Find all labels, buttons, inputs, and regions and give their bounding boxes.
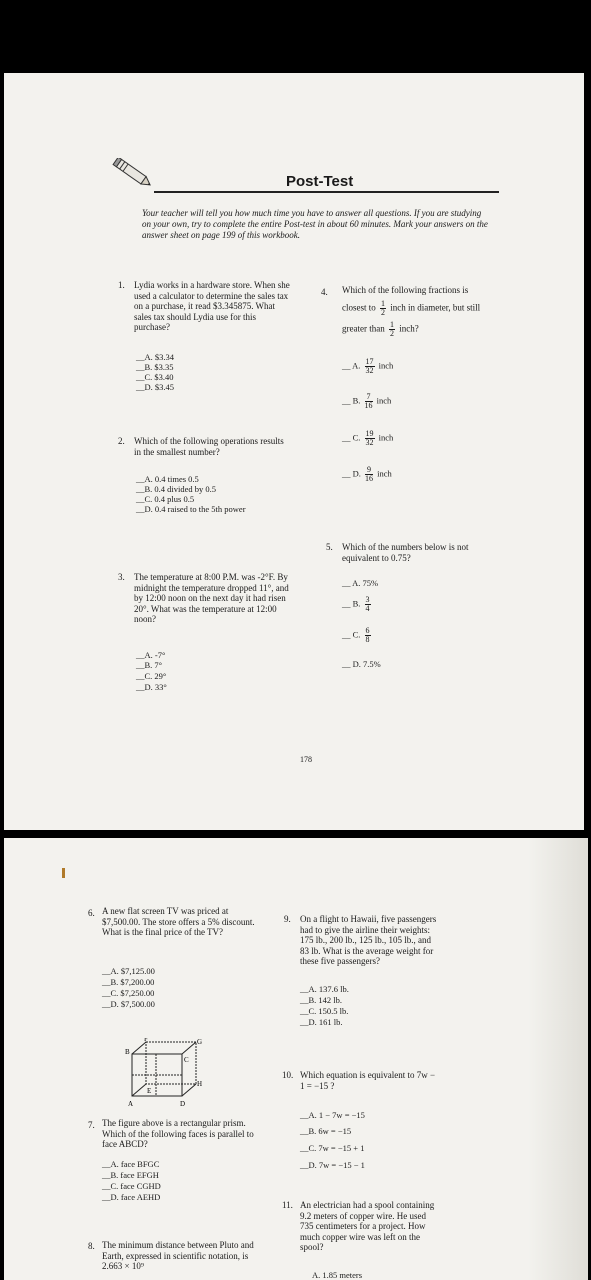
- question-6-option-c[interactable]: __C. $7,250.00: [102, 988, 155, 998]
- question-7-option-d[interactable]: __D. face AEHD: [102, 1192, 161, 1202]
- question-4-option-d[interactable]: __ D. $\frac{9}{16}$ inch: [342, 465, 392, 483]
- question-10-number: 10.: [282, 1070, 294, 1080]
- question-3-option-d[interactable]: __D. 33°: [136, 682, 167, 692]
- question-1-stem: Lydia works in a hardware store. When she used a calculator to determine the sales tax on a purchase, it read $3.345875. What sales tax should Lydia use for this purchase?: [134, 280, 290, 332]
- question-3-option-b[interactable]: __B. 7°: [136, 660, 163, 670]
- corner-mark: [62, 868, 65, 878]
- question-9-option-a[interactable]: __A. 137.6 lb.: [300, 984, 349, 994]
- question-6-number: 6.: [88, 908, 95, 918]
- question-3-stem: The temperature at 8:00 P.M. was -2°F. By midnight the temperature dropped 11°, and by 12:00 noon on the next day it had risen 20°. What was the temperature at 12:00 noon?: [134, 572, 289, 624]
- vertex-label-b: B: [125, 1048, 130, 1056]
- question-3-option-c[interactable]: __C. 29°: [136, 671, 167, 681]
- vertex-label-c: C: [184, 1056, 189, 1064]
- question-10-option-a[interactable]: __A. 1 − 7w = −15: [300, 1110, 365, 1120]
- vertex-label-h: H: [197, 1080, 203, 1088]
- question-5-option-c[interactable]: __ C. $\frac{6}{8}$: [342, 626, 370, 644]
- question-5-option-d[interactable]: __ D. 7.5%: [342, 659, 381, 669]
- question-5-option-b[interactable]: __ B. $\frac{3}{4}$: [342, 595, 370, 613]
- question-1-option-b[interactable]: __B. $3.35: [136, 362, 174, 372]
- page-edge-shadow: [528, 838, 588, 1280]
- question-1-option-c[interactable]: __C. $3.40: [136, 372, 174, 382]
- question-9-option-c[interactable]: __C. 150.5 lb.: [300, 1006, 349, 1016]
- question-6-option-a[interactable]: __A. $7,125.00: [102, 966, 155, 976]
- question-1-option-a[interactable]: __A. $3.34: [136, 352, 175, 362]
- question-10-option-c[interactable]: __C. 7w = −15 + 1: [300, 1143, 365, 1153]
- worksheet-page-1: [4, 73, 584, 830]
- question-7-stem: The figure above is a rectangular prism. Which of the following faces is parallel to face ABCD?: [102, 1118, 254, 1149]
- question-3-option-a[interactable]: __A. -7°: [136, 650, 166, 660]
- vertex-label-d: D: [180, 1100, 186, 1108]
- question-11-stem: An electrician had a spool containing 9.2 meters of copper wire. He used 735 centimeters for a project. How much copper wire was left on the spool?: [300, 1200, 435, 1252]
- question-4-option-a[interactable]: __ A. $\frac{17}{32}$ inch: [342, 357, 394, 375]
- fraction-one-half: $\frac{1}{2}$: [381, 298, 385, 317]
- question-7-option-b[interactable]: __B. face EFGH: [102, 1170, 159, 1180]
- question-9-option-b[interactable]: __B. 142 lb.: [300, 995, 343, 1005]
- question-7-option-c[interactable]: __C. face CGHD: [102, 1181, 161, 1191]
- question-8-stem: The minimum distance between Pluto and Earth, expressed in scientific notation, is 2.663 × 10⁹: [102, 1240, 254, 1271]
- question-6-option-d[interactable]: __D. $7,500.00: [102, 999, 155, 1009]
- question-11-number: 11.: [282, 1200, 293, 1210]
- question-8-number: 8.: [88, 1241, 95, 1251]
- question-2-number: 2.: [118, 436, 125, 446]
- vertex-label-f: F: [144, 1038, 148, 1043]
- question-5-stem: Which of the numbers below is not equivalent to 0.75?: [342, 542, 469, 563]
- question-7-option-a[interactable]: __A. face BFGC: [102, 1159, 160, 1169]
- vertex-label-a: A: [128, 1100, 134, 1108]
- title-rule: [154, 191, 499, 193]
- worksheet-page-2: [4, 838, 588, 1280]
- question-11-option-a[interactable]: A. 1.85 meters: [312, 1270, 363, 1280]
- pencil-icon: [112, 158, 156, 188]
- question-10-option-b[interactable]: __B. 6w = −15: [300, 1126, 352, 1136]
- question-3-number: 3.: [118, 572, 125, 582]
- vertex-label-g: G: [197, 1038, 203, 1046]
- question-2-stem: Which of the following operations results in the smallest number?: [134, 436, 284, 457]
- question-10-option-d[interactable]: __D. 7w = −15 − 1: [300, 1160, 365, 1170]
- question-5-option-a[interactable]: __ A. 75%: [342, 578, 379, 588]
- question-6-stem: A new flat screen TV was priced at $7,500.00. The store offers a 5% discount. What is the final price of the TV?: [102, 906, 255, 937]
- question-5-number: 5.: [326, 542, 333, 552]
- question-4-stem: Which of the following fractions is closest to $\frac{1}{2}$ inch in diameter, but still greater than $\frac{1}{2}$ inch?: [342, 285, 481, 338]
- question-2-option-b[interactable]: __B. 0.4 divided by 0.5: [136, 484, 217, 494]
- question-2-option-c[interactable]: __C. 0.4 plus 0.5: [136, 494, 195, 504]
- question-1-option-d[interactable]: __D. $3.45: [136, 382, 175, 392]
- vertex-label-e: E: [147, 1087, 152, 1095]
- page-number: 178: [300, 755, 312, 764]
- question-4-option-c[interactable]: __ C. $\frac{19}{32}$ inch: [342, 429, 394, 447]
- question-1-number: 1.: [118, 280, 125, 290]
- question-9-option-d[interactable]: __D. 161 lb.: [300, 1017, 343, 1027]
- question-7-number: 7.: [88, 1120, 95, 1130]
- fraction-one-half: $\frac{1}{2}$: [389, 319, 394, 338]
- question-10-stem: Which equation is equivalent to 7w − 1 = −15 ?: [300, 1070, 436, 1091]
- page-title: Post-Test: [286, 173, 354, 190]
- question-4-option-b[interactable]: __ B. $\frac{7}{16}$ inch: [342, 392, 392, 410]
- question-4-number: 4.: [321, 287, 328, 297]
- question-2-option-a[interactable]: __A. 0.4 times 0.5: [136, 474, 199, 484]
- question-2-option-d[interactable]: __D. 0.4 raised to the 5th power: [136, 504, 246, 514]
- question-9-number: 9.: [284, 914, 291, 924]
- question-9-stem: On a flight to Hawaii, five passengers had to give the airline their weights: 175 lb., 200 lb., 125 lb., 105 lb., and 83 lb. What is the average weight for these five passengers?: [300, 914, 437, 966]
- rectangular-prism-figure: [124, 1038, 204, 1113]
- question-6-option-b[interactable]: __B. $7,200.00: [102, 977, 155, 987]
- instructions-text: Your teacher will tell you how much time you have to answer all questions. If you are studying on your own, try to complete the entire Post-test in about 60 minutes. Mark your answers on the answer sheet on page 199 of this workbook.: [142, 208, 488, 240]
